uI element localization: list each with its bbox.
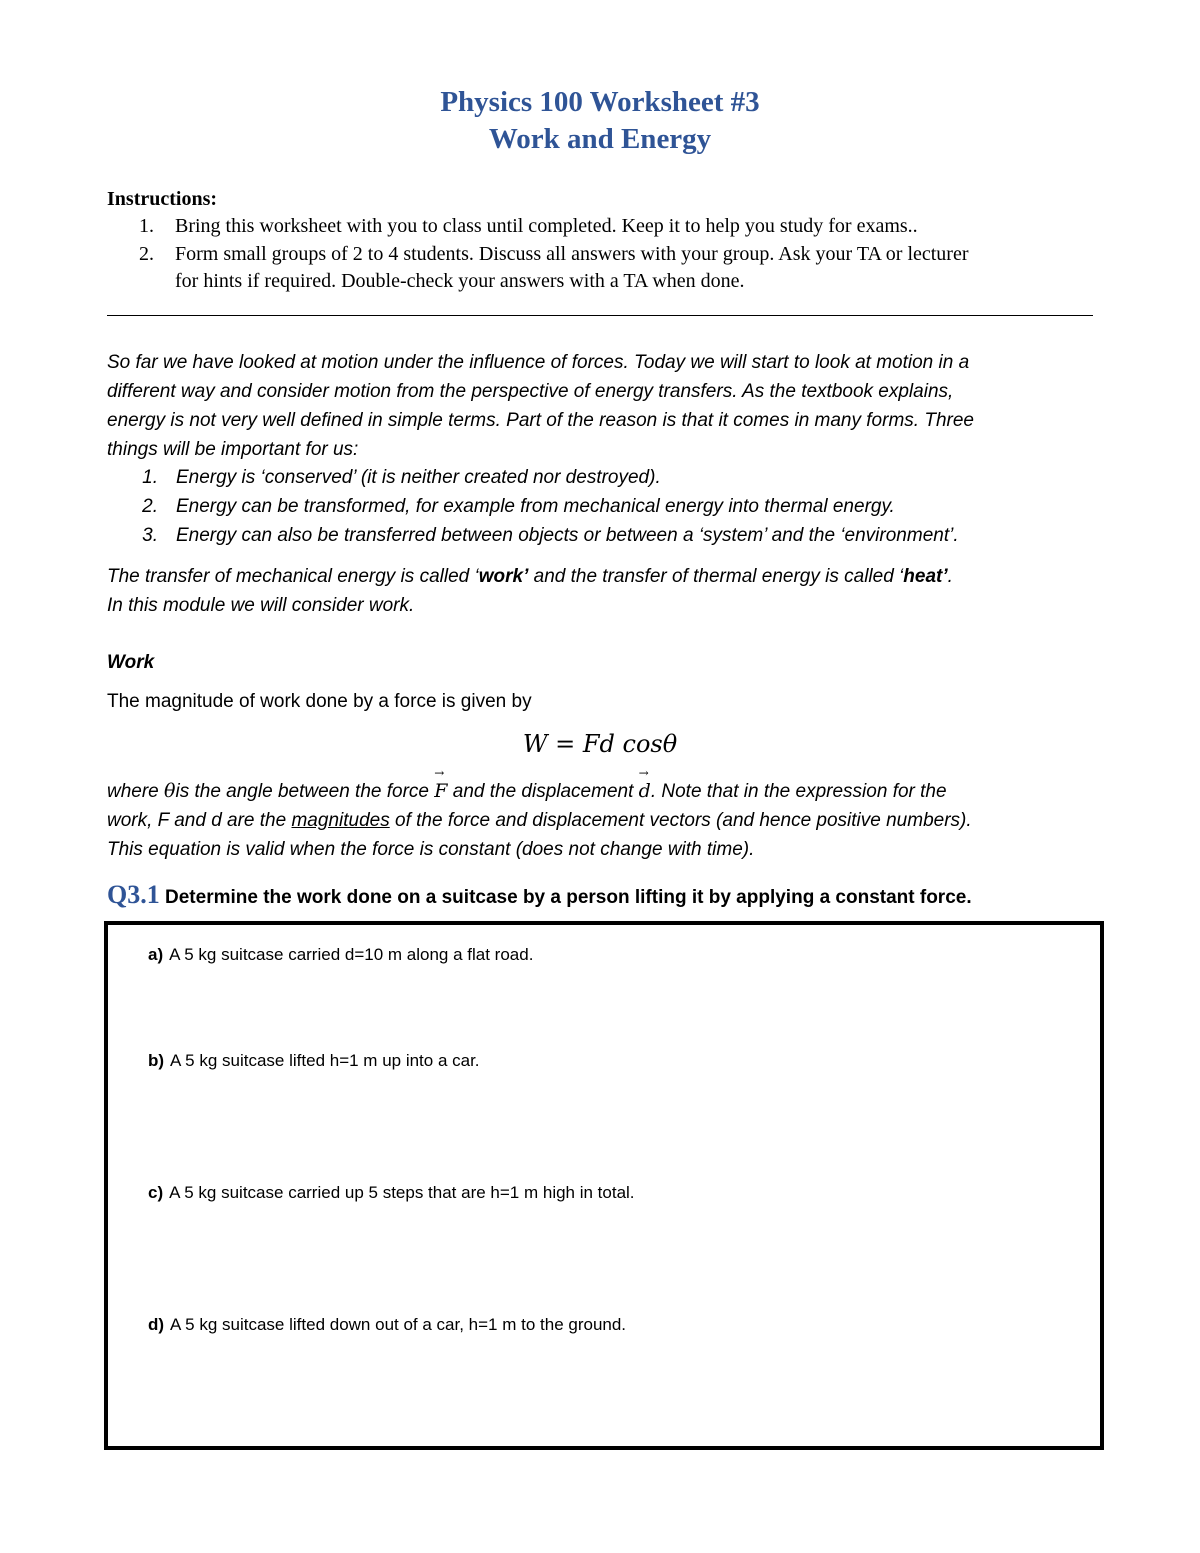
where-text: is the angle between the force xyxy=(175,781,435,802)
answer-box[interactable] xyxy=(104,921,1104,1450)
instruction-number: 2. xyxy=(139,243,154,265)
transfer-text: and the transfer of thermal energy is called ‘ xyxy=(528,566,904,587)
validity-line: This equation is valid when the force is constant (does not change with time). xyxy=(107,839,755,860)
energy-point-number: 2. xyxy=(142,496,158,517)
magnitudes-text: work, F and d are the xyxy=(107,810,292,831)
part-letter: c) xyxy=(148,1183,164,1202)
question-label: Q3.1 xyxy=(107,880,160,909)
work-term: work’ xyxy=(478,566,529,587)
energy-point-number: 1. xyxy=(142,467,158,488)
work-formula: W = Fd cosθ xyxy=(522,730,678,758)
energy-point-text: Energy can be transformed, for example from mechanical energy into thermal energy. xyxy=(176,496,895,517)
intro-line: So far we have looked at motion under the influence of forces. Today we will start to look at motion in a xyxy=(107,352,970,373)
energy-point-text: Energy can also be transferred between objects or between a ‘system’ and the ‘environment’. xyxy=(176,525,959,546)
title-line-1: Physics 100 Worksheet #3 xyxy=(440,86,760,118)
transfer-text: The transfer of mechanical energy is called ‘ xyxy=(107,566,479,587)
part-text: A 5 kg suitcase carried up 5 steps that are h=1 m high in total. xyxy=(169,1183,635,1202)
part-text: A 5 kg suitcase lifted h=1 m up into a car. xyxy=(170,1051,480,1070)
magnitudes-text: of the force and displacement vectors (and hence positive numbers). xyxy=(389,810,972,831)
intro-line: different way and consider motion from the perspective of energy transfers. As the textbook explains, xyxy=(107,381,954,402)
question-heading xyxy=(107,880,972,910)
question-text: Determine the work done on a suitcase by a person lifting it by applying a constant force. xyxy=(159,887,972,908)
part-text: A 5 kg suitcase lifted down out of a car, h=1 m to the ground. xyxy=(170,1315,627,1334)
magnitudes-line xyxy=(107,810,972,832)
divider-line xyxy=(107,315,1093,316)
part-letter: a) xyxy=(148,945,164,964)
instruction-text: Form small groups of 2 to 4 students. Discuss all answers with your group. Ask your TA or lecturer xyxy=(175,243,969,265)
where-text: . Note that in the expression for the xyxy=(650,781,947,802)
where-line xyxy=(107,780,947,803)
intro-line: things will be important for us: xyxy=(107,439,359,460)
instructions-heading: Instructions: xyxy=(107,188,218,210)
instruction-number: 1. xyxy=(139,215,154,237)
magnitudes-term: magnitudes xyxy=(291,810,390,831)
force-vector: → F xyxy=(434,780,447,802)
work-heading: Work xyxy=(107,652,155,673)
question-part-d xyxy=(148,1315,626,1335)
part-letter: d) xyxy=(148,1315,165,1334)
transfer-sentence xyxy=(107,566,953,588)
question-part-b xyxy=(148,1051,480,1071)
energy-point-text: Energy is ‘conserved’ (it is neither created nor destroyed). xyxy=(176,467,661,488)
question-part-a xyxy=(148,945,533,965)
energy-point-number: 3. xyxy=(142,525,158,546)
question-part-c xyxy=(148,1183,635,1203)
where-text: and the displacement xyxy=(447,781,639,802)
where-text: where xyxy=(107,781,165,802)
intro-line: energy is not very well defined in simple terms. Part of the reason is that it comes in many forms. Three xyxy=(107,410,974,431)
module-line: In this module we will consider work. xyxy=(107,595,415,616)
displacement-vector: → d xyxy=(639,780,651,802)
theta-symbol: θ xyxy=(164,780,176,802)
title-line-2: Work and Energy xyxy=(488,123,712,155)
transfer-text: . xyxy=(947,566,953,587)
instruction-text-continued: for hints if required. Double-check your answers with a TA when done. xyxy=(175,270,745,292)
instruction-text: Bring this worksheet with you to class until completed. Keep it to help you study for exams.. xyxy=(175,215,918,237)
heat-term: heat’ xyxy=(903,566,948,587)
part-text: A 5 kg suitcase carried d=10 m along a flat road. xyxy=(169,945,534,964)
part-letter: b) xyxy=(148,1051,165,1070)
work-lead: The magnitude of work done by a force is given by xyxy=(107,691,532,712)
